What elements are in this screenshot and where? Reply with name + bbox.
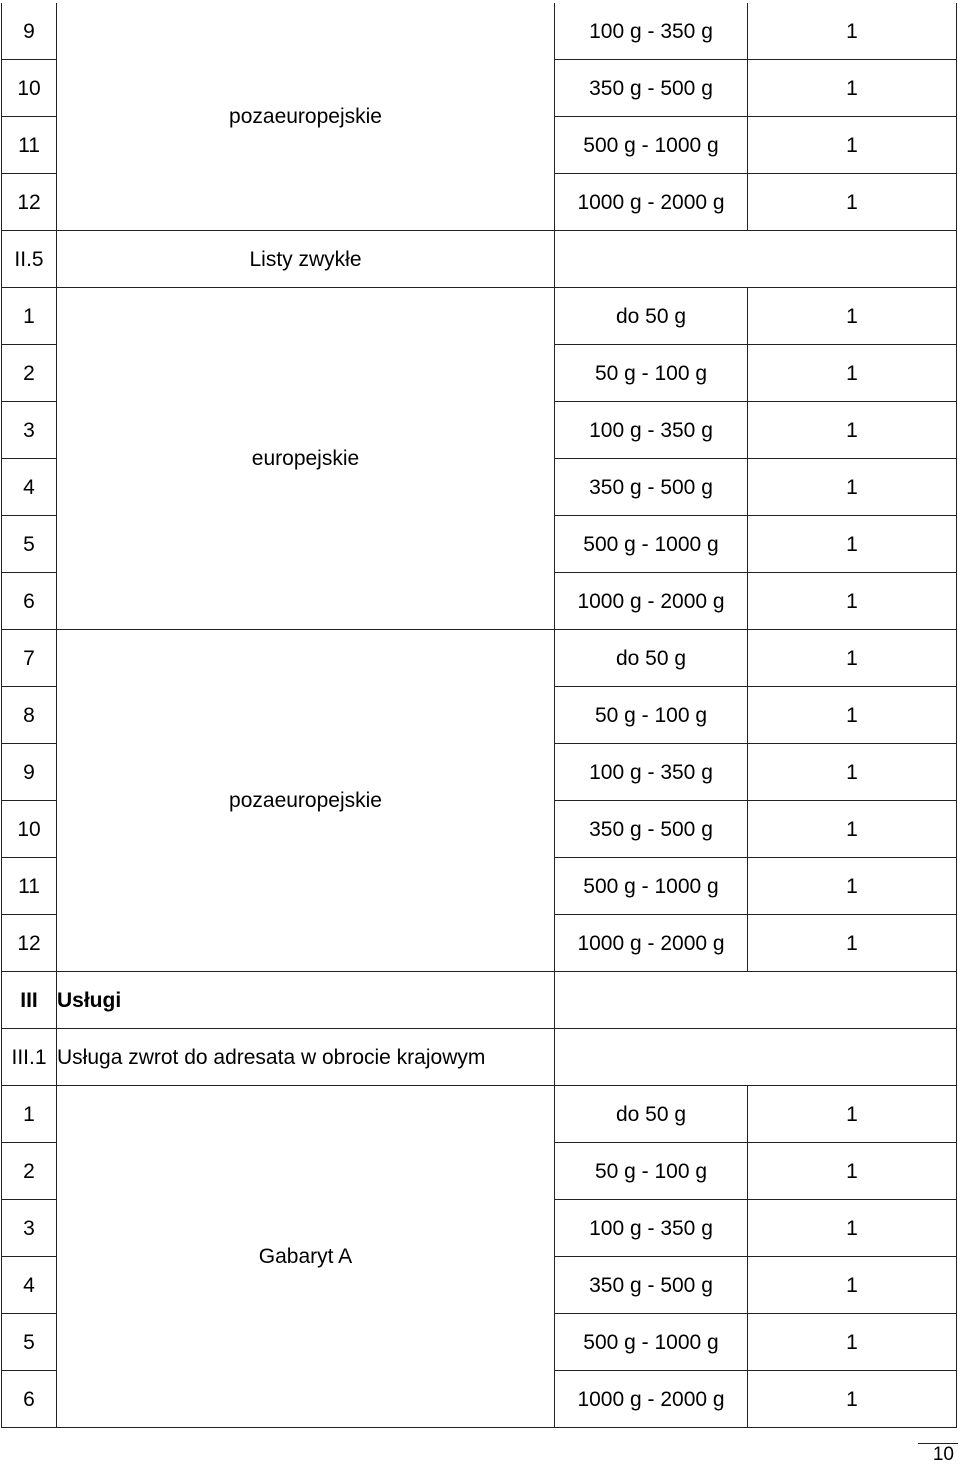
- quantity: 1: [748, 3, 957, 60]
- quantity: 1: [748, 117, 957, 174]
- quantity: 1: [748, 174, 957, 231]
- quantity: 1: [748, 459, 957, 516]
- row-number: 7: [2, 630, 57, 687]
- quantity: 1: [748, 516, 957, 573]
- quantity: 1: [748, 687, 957, 744]
- row-number: 4: [2, 1257, 57, 1314]
- price-table: [1, 3, 957, 1428]
- row-number: 1: [2, 1086, 57, 1143]
- table-row: [2, 3, 957, 60]
- section-title: Usługi: [57, 972, 555, 1029]
- quantity: 1: [748, 1371, 957, 1428]
- row-number: 2: [2, 1143, 57, 1200]
- row-number: 4: [2, 459, 57, 516]
- weight-range: do 50 g: [555, 630, 748, 687]
- table-row: [2, 1086, 957, 1143]
- row-number: 9: [2, 3, 57, 60]
- empty-cell: [555, 972, 957, 1029]
- quantity: 1: [748, 573, 957, 630]
- weight-range: 350 g - 500 g: [555, 60, 748, 117]
- section-number: II.5: [2, 231, 57, 288]
- table-row: [2, 288, 957, 345]
- quantity: 1: [748, 858, 957, 915]
- weight-range: 100 g - 350 g: [555, 744, 748, 801]
- weight-range: 50 g - 100 g: [555, 345, 748, 402]
- quantity: 1: [748, 630, 957, 687]
- weight-range: 1000 g - 2000 g: [555, 573, 748, 630]
- empty-cell: [555, 231, 957, 288]
- weight-range: 350 g - 500 g: [555, 459, 748, 516]
- weight-range: 350 g - 500 g: [555, 801, 748, 858]
- table-row: [2, 1029, 957, 1086]
- table-row: [2, 972, 957, 1029]
- quantity: 1: [748, 288, 957, 345]
- quantity: 1: [748, 402, 957, 459]
- row-number: 9: [2, 744, 57, 801]
- empty-cell: [555, 1029, 957, 1086]
- price-table-body: [2, 3, 957, 1428]
- quantity: 1: [748, 60, 957, 117]
- row-number: 6: [2, 573, 57, 630]
- quantity: 1: [748, 1200, 957, 1257]
- quantity: 1: [748, 915, 957, 972]
- weight-range: 500 g - 1000 g: [555, 516, 748, 573]
- weight-range: do 50 g: [555, 288, 748, 345]
- weight-range: do 50 g: [555, 1086, 748, 1143]
- row-number: 11: [2, 117, 57, 174]
- section-number: III: [2, 972, 57, 1029]
- weight-range: 1000 g - 2000 g: [555, 1371, 748, 1428]
- quantity: 1: [748, 1086, 957, 1143]
- group-label: Gabaryt A: [57, 1086, 555, 1428]
- quantity: 1: [748, 1314, 957, 1371]
- weight-range: 50 g - 100 g: [555, 687, 748, 744]
- row-number: 8: [2, 687, 57, 744]
- row-number: 12: [2, 915, 57, 972]
- quantity: 1: [748, 744, 957, 801]
- row-number: 6: [2, 1371, 57, 1428]
- group-label: europejskie: [57, 288, 555, 630]
- section-title: Listy zwykłe: [57, 231, 555, 288]
- weight-range: 1000 g - 2000 g: [555, 915, 748, 972]
- section-number: III.1: [2, 1029, 57, 1086]
- weight-range: 100 g - 350 g: [555, 402, 748, 459]
- weight-range: 100 g - 350 g: [555, 1200, 748, 1257]
- weight-range: 1000 g - 2000 g: [555, 174, 748, 231]
- row-number: 10: [2, 60, 57, 117]
- row-number: 3: [2, 402, 57, 459]
- weight-range: 500 g - 1000 g: [555, 1314, 748, 1371]
- quantity: 1: [748, 1143, 957, 1200]
- weight-range: 350 g - 500 g: [555, 1257, 748, 1314]
- row-number: 1: [2, 288, 57, 345]
- group-label: pozaeuropejskie: [57, 3, 555, 231]
- weight-range: 500 g - 1000 g: [555, 117, 748, 174]
- row-number: 11: [2, 858, 57, 915]
- quantity: 1: [748, 345, 957, 402]
- row-number: 3: [2, 1200, 57, 1257]
- group-label: pozaeuropejskie: [57, 630, 555, 972]
- row-number: 10: [2, 801, 57, 858]
- page-number: 10: [932, 1444, 954, 1465]
- weight-range: 50 g - 100 g: [555, 1143, 748, 1200]
- row-number: 5: [2, 1314, 57, 1371]
- quantity: 1: [748, 1257, 957, 1314]
- weight-range: 500 g - 1000 g: [555, 858, 748, 915]
- row-number: 12: [2, 174, 57, 231]
- row-number: 2: [2, 345, 57, 402]
- section-title: Usługa zwrot do adresata w obrocie krajowym: [57, 1029, 555, 1086]
- table-row: [2, 630, 957, 687]
- row-number: 5: [2, 516, 57, 573]
- weight-range: 100 g - 350 g: [555, 3, 748, 60]
- table-row: [2, 231, 957, 288]
- quantity: 1: [748, 801, 957, 858]
